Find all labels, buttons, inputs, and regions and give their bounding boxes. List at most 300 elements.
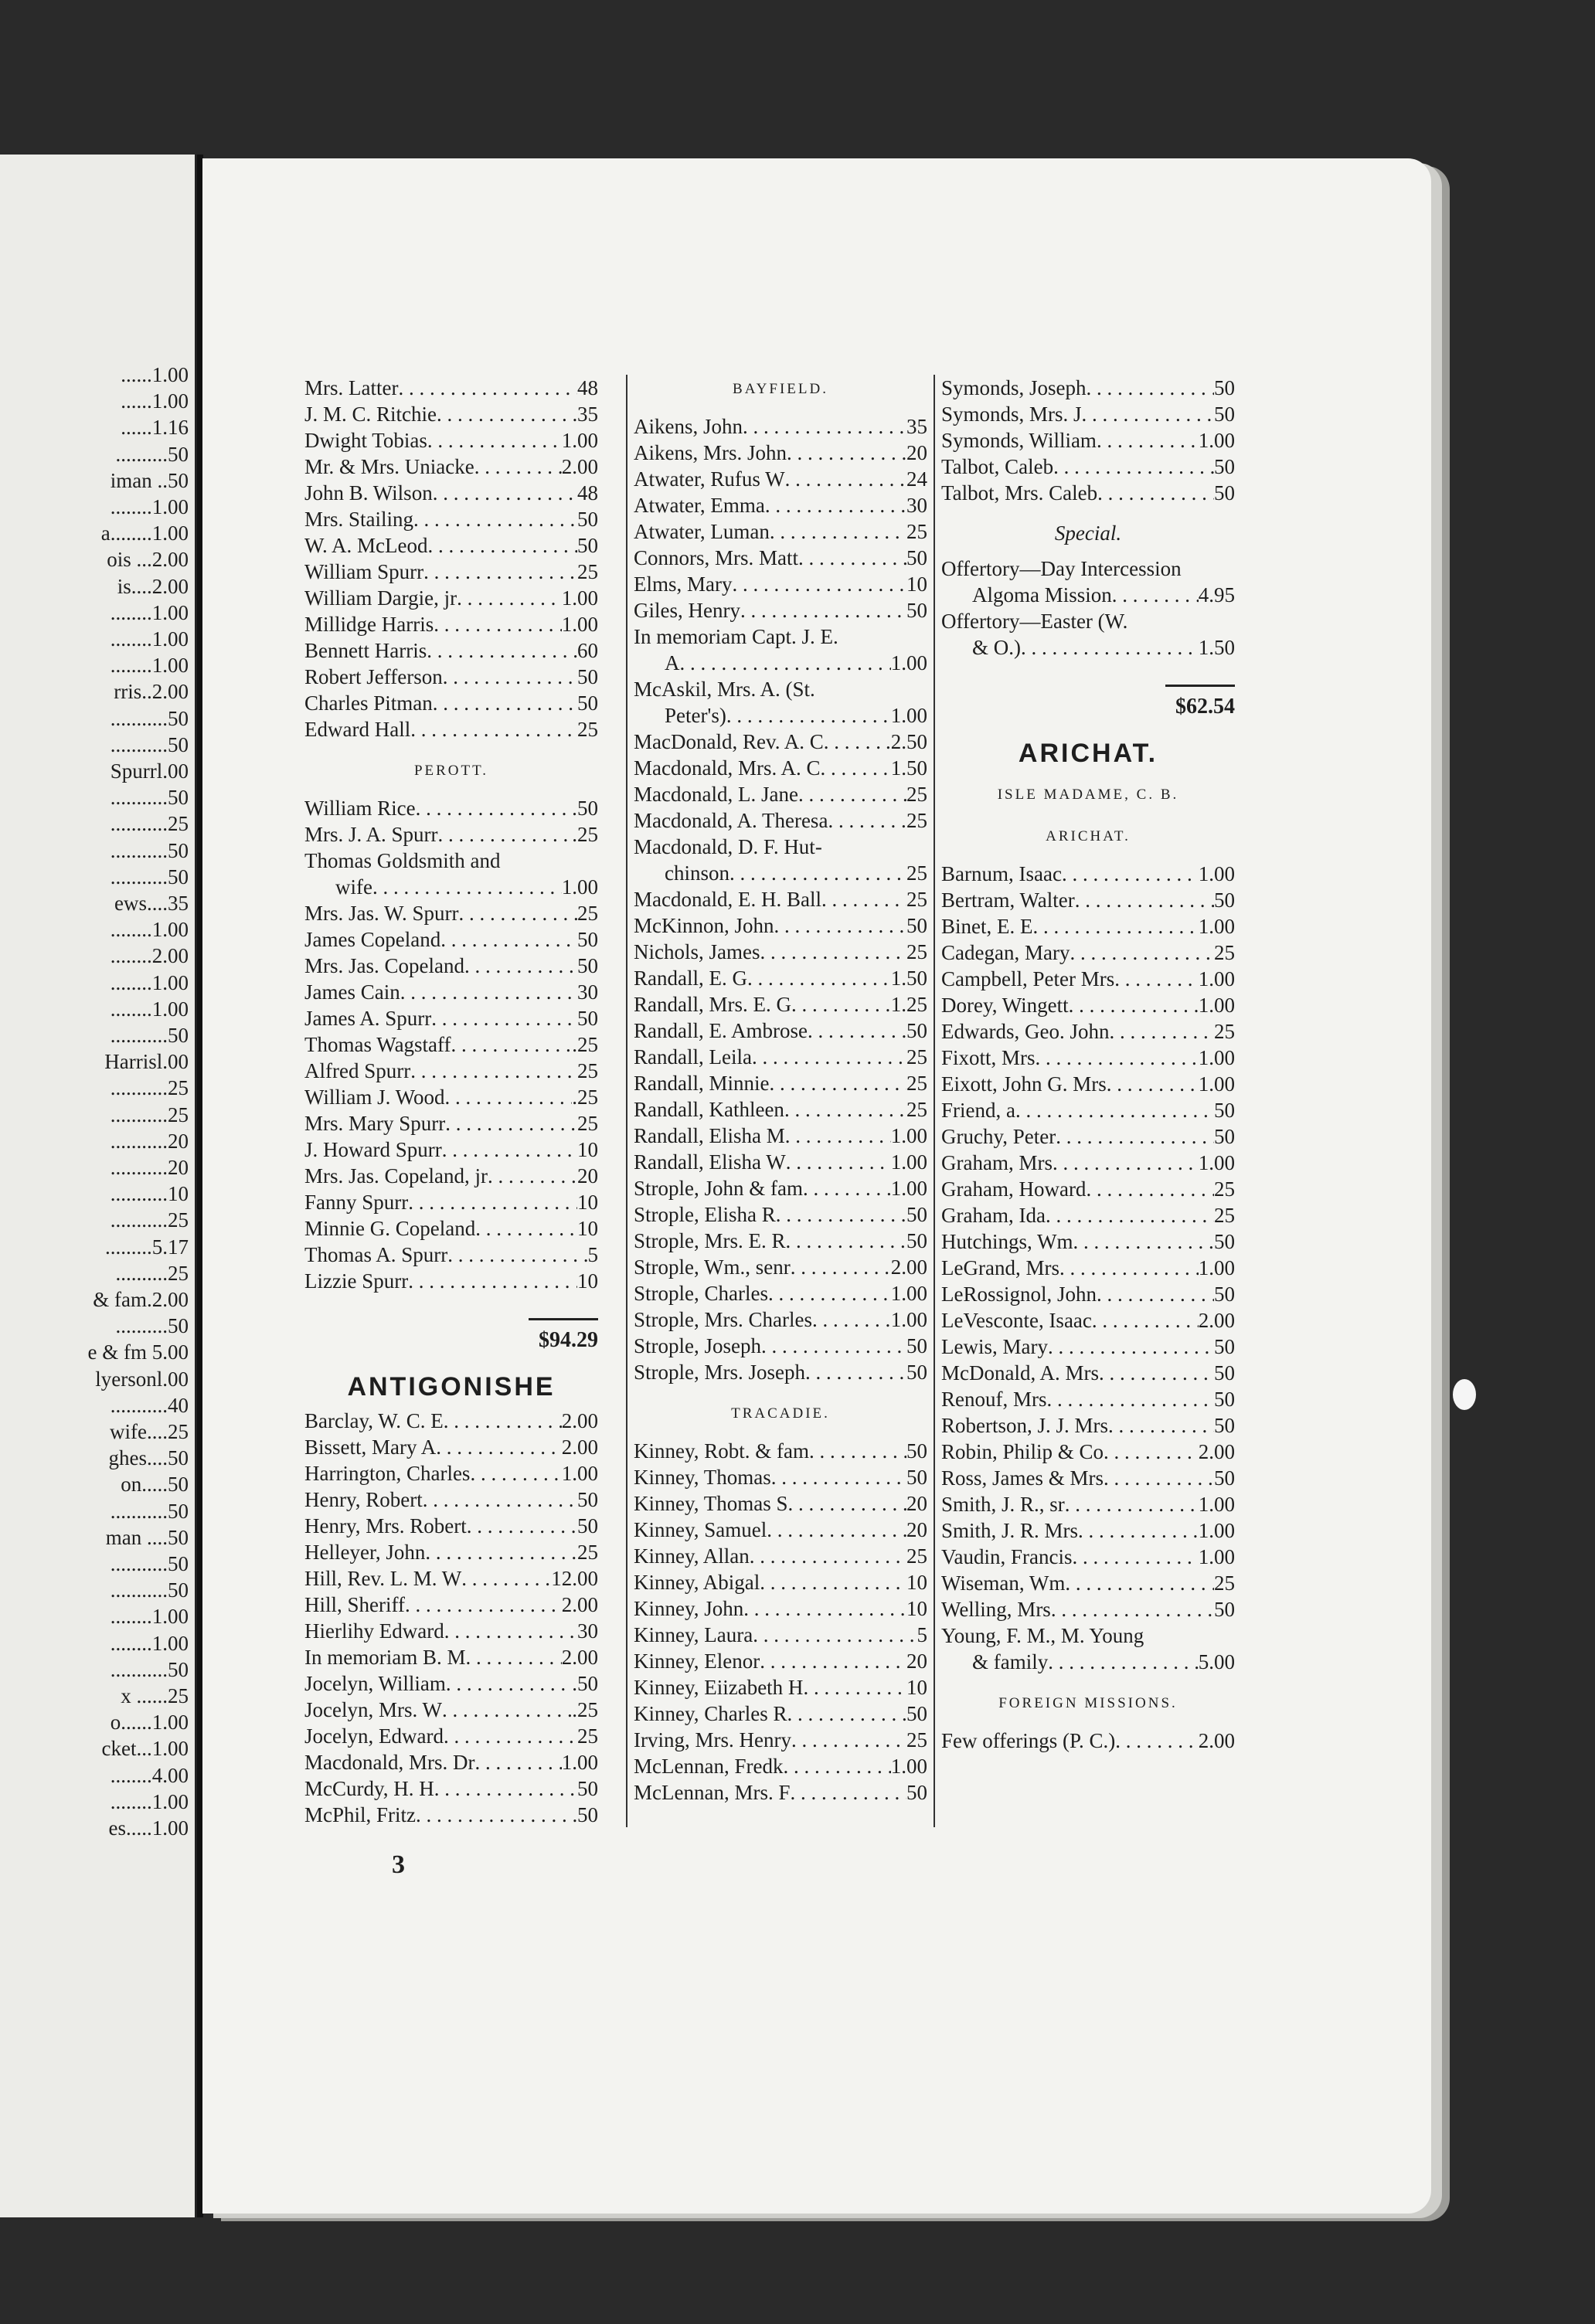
list-item	[634, 1753, 927, 1779]
section-heading-antigonishe: ANTIGONISHE	[347, 1372, 556, 1402]
section-subhead-foreign-missions: FOREIGN MISSIONS.	[998, 1695, 1178, 1711]
list-item	[304, 506, 598, 532]
leader-dots	[821, 886, 906, 912]
donor-name: McPhil, Fritz	[304, 1803, 417, 1826]
donor-name: William Dargie, jr	[304, 586, 457, 610]
section-subhead-isle-madame: ISLE MADAME, C. B.	[997, 787, 1179, 803]
donor-name: chinson	[665, 861, 729, 885]
donor-name: Mrs. Mary Spurr	[304, 1112, 446, 1135]
left-page-line: ...........50	[110, 732, 189, 756]
section-heading-arichat: ARICHAT.	[1018, 739, 1158, 768]
left-page-line: ........1.00	[110, 654, 189, 678]
donor-name: Kinney, John	[634, 1597, 744, 1620]
donor-name: Dorey, Wingett	[941, 994, 1069, 1017]
left-page-line: ........1.00	[110, 1605, 189, 1629]
donation-amount: 50	[906, 1019, 927, 1042]
donor-name: Friend, a	[941, 1099, 1015, 1122]
list-item	[304, 401, 598, 427]
donation-amount: 5	[917, 1623, 927, 1646]
leader-dots	[768, 1280, 891, 1306]
donor-name: Eixott, John G. Mrs	[941, 1072, 1107, 1096]
left-page-line: ...........10	[110, 1182, 189, 1206]
donor-name: Henry, Robert	[304, 1488, 423, 1511]
list-item	[304, 874, 598, 900]
leader-dots	[747, 965, 891, 991]
donation-amount: 50	[906, 546, 927, 569]
donation-amount: 1.00	[561, 586, 598, 610]
donor-name: Young, F. M., M. Young	[941, 1624, 1144, 1647]
leader-dots	[457, 585, 562, 611]
total-amount: $94.29	[539, 1328, 598, 1352]
leader-dots	[440, 926, 577, 953]
list-item	[634, 597, 927, 623]
donor-name: Edward Hall	[304, 718, 411, 741]
donation-amount: 25	[906, 520, 927, 543]
leader-dots	[1036, 1045, 1199, 1071]
donor-name: Nichols, James	[634, 940, 760, 963]
donation-amount: 50	[577, 1488, 598, 1511]
list-item	[634, 1149, 927, 1175]
list-item	[941, 1728, 1235, 1754]
donation-amount: 50	[577, 691, 598, 715]
list-item	[634, 1018, 927, 1044]
leader-dots	[413, 506, 577, 532]
leader-dots	[788, 1490, 907, 1517]
entry-list	[304, 795, 598, 1294]
donor-name: Kinney, Eiizabeth H	[634, 1676, 804, 1699]
donor-name: Atwater, Luman	[634, 520, 770, 543]
list-item	[634, 571, 927, 597]
leader-dots	[1075, 887, 1214, 913]
leader-dots	[1104, 1465, 1214, 1491]
left-page-fragment	[0, 155, 197, 2217]
donation-amount: 2.00	[561, 1646, 598, 1669]
list-item	[304, 1592, 598, 1618]
list-item	[304, 454, 598, 480]
donor-name: Bertram, Walter	[941, 888, 1075, 912]
donor-name: Harrington, Charles	[304, 1462, 471, 1485]
donation-amount: 1.00	[890, 1282, 927, 1305]
donor-name: Thomas Goldsmith and	[304, 849, 501, 872]
list-item	[941, 1491, 1235, 1517]
list-item	[634, 834, 927, 860]
donor-name: Aikens, John	[634, 415, 743, 438]
donor-name: Bissett, Mary A	[304, 1436, 437, 1459]
leader-dots	[760, 1648, 906, 1674]
list-item	[304, 1775, 598, 1802]
donation-amount: 10	[577, 1217, 598, 1240]
donor-name: Randall, Kathleen	[634, 1098, 784, 1121]
donation-amount: 20	[906, 1650, 927, 1673]
list-item	[941, 1622, 1235, 1649]
leader-dots	[408, 1189, 577, 1215]
donation-amount: 20	[906, 441, 927, 464]
leader-dots	[410, 1058, 577, 1084]
left-page-line: ........1.00	[110, 1789, 189, 1813]
leader-dots	[1072, 1544, 1198, 1570]
leader-dots	[1070, 939, 1214, 966]
donor-name: James A. Spurr	[304, 1007, 432, 1030]
donation-amount: 50	[906, 1439, 927, 1463]
donor-name: MacDonald, Rev. A. C	[634, 730, 824, 753]
donor-name: Hill, Rev. L. M. W	[304, 1567, 462, 1590]
list-item	[304, 1005, 598, 1031]
donation-amount: 1.00	[1198, 862, 1235, 885]
donor-name: Strople, Wm., senr	[634, 1255, 791, 1279]
leader-dots	[791, 1254, 891, 1280]
donor-name: William Rice	[304, 797, 416, 820]
list-item	[304, 559, 598, 585]
left-page-line: ......1.16	[121, 416, 189, 440]
list-item	[634, 807, 927, 834]
leader-dots	[1062, 861, 1199, 887]
list-item	[304, 1084, 598, 1110]
list-item	[304, 1539, 598, 1565]
donation-amount: 1.00	[890, 1124, 927, 1147]
donation-amount: .25	[572, 1033, 598, 1056]
list-item	[941, 1150, 1235, 1176]
leader-dots	[398, 375, 577, 401]
list-item	[634, 1228, 927, 1254]
list-item	[634, 1333, 927, 1359]
donor-name: Hill, Sheriff	[304, 1593, 405, 1616]
left-page-line: ........4.00	[110, 1763, 189, 1787]
leader-dots	[771, 1464, 906, 1490]
donation-amount: 50	[1214, 1414, 1235, 1437]
left-page-line: ........1.00	[110, 918, 189, 942]
list-item	[634, 1648, 927, 1674]
list-item	[941, 582, 1235, 608]
donor-name: Bennett Harris	[304, 639, 427, 662]
donor-name: McLennan, Mrs. F	[634, 1781, 791, 1804]
donor-name: Algoma Mission	[972, 583, 1112, 606]
leader-dots	[461, 1565, 551, 1592]
donation-amount: 30	[577, 980, 598, 1004]
leader-dots	[442, 1137, 577, 1163]
left-page-line: ........1.00	[110, 1631, 189, 1655]
left-page-line: ........1.00	[110, 970, 189, 994]
list-item	[304, 1749, 598, 1775]
leader-dots	[1032, 913, 1198, 939]
left-page-line: wife....25	[110, 1420, 189, 1443]
list-item	[304, 585, 598, 611]
donor-name: Macdonald, Mrs. Dr	[304, 1751, 475, 1774]
list-item	[941, 966, 1235, 992]
leader-dots	[790, 1779, 906, 1806]
list-item	[634, 1464, 927, 1490]
donation-amount: 50	[577, 534, 598, 557]
list-item	[304, 427, 598, 454]
donation-amount: 4.95	[1198, 583, 1235, 606]
leader-dots	[820, 755, 890, 781]
donor-name: Strople, Mrs. E. R	[634, 1229, 786, 1252]
donor-name: Graham, Howard	[941, 1177, 1087, 1201]
leader-dots	[1097, 480, 1214, 506]
leader-dots	[416, 795, 577, 821]
list-item	[941, 634, 1235, 661]
leader-dots	[680, 650, 891, 676]
donation-amount: 50	[577, 954, 598, 977]
donor-name: McAskil, Mrs. A. (St.	[634, 678, 815, 701]
donation-amount: 10	[577, 1138, 598, 1161]
list-item	[941, 556, 1235, 582]
donor-name: McDonald, A. Mrs	[941, 1361, 1099, 1385]
donor-name: & family	[972, 1650, 1049, 1673]
donation-amount: 1.00	[561, 613, 598, 636]
leader-dots	[805, 1359, 906, 1385]
donation-amount: 1.00	[1198, 915, 1235, 938]
donor-name: James Copeland	[304, 928, 441, 951]
donor-name: Helleyer, John	[304, 1541, 426, 1564]
donation-amount: 1.00	[1198, 994, 1235, 1017]
list-item	[941, 1123, 1235, 1150]
left-page-line: is....2.00	[117, 574, 189, 598]
list-item	[941, 1071, 1235, 1097]
donor-name: Charles Pitman	[304, 691, 433, 715]
donor-name: Cadegan, Mary	[941, 941, 1070, 964]
leader-dots	[408, 1268, 577, 1294]
donation-amount: 25	[906, 861, 927, 885]
donation-amount: .25	[572, 1086, 598, 1109]
leader-dots	[400, 979, 577, 1005]
donation-amount: 25	[906, 1728, 927, 1751]
donation-amount: 50	[1214, 455, 1235, 478]
donation-amount: 50	[1214, 1335, 1235, 1358]
list-item	[941, 913, 1235, 939]
donation-amount: .2.50	[886, 730, 927, 753]
leader-dots	[783, 1753, 890, 1779]
list-item	[304, 690, 598, 716]
list-item	[304, 1513, 598, 1539]
donation-amount: .25	[572, 823, 598, 846]
donation-amount: 1.00	[561, 429, 598, 452]
leader-dots	[470, 1460, 561, 1486]
donation-amount: 50	[577, 1777, 598, 1800]
leader-dots	[1108, 1412, 1214, 1439]
left-page-line: ...........50	[110, 1657, 189, 1681]
leader-dots	[786, 1149, 891, 1175]
list-item	[304, 1215, 598, 1242]
donor-name: Thomas A. Spurr	[304, 1243, 448, 1266]
donation-amount: 35	[577, 403, 598, 426]
left-page-line: ......1.00	[121, 389, 189, 413]
donor-name: Connors, Mrs. Matt	[634, 546, 799, 569]
list-item	[634, 1254, 927, 1280]
list-item	[634, 545, 927, 571]
donor-name: Aikens, Mrs. John	[634, 441, 787, 464]
donor-name: Gruchy, Peter	[941, 1125, 1056, 1148]
left-page-line: es.....1.00	[108, 1816, 189, 1840]
leader-dots	[447, 1242, 587, 1268]
leader-dots	[444, 1408, 562, 1434]
donor-name: Randall, Elisha W	[634, 1150, 786, 1174]
total-rule	[1165, 685, 1235, 687]
donor-name: Strople, Joseph	[634, 1334, 761, 1357]
donation-amount: 2.00	[1198, 1309, 1235, 1332]
leader-dots	[803, 1175, 891, 1201]
donation-amount: 50	[577, 1803, 598, 1826]
donor-name: Randall, Mrs. E. G	[634, 993, 791, 1016]
section-subhead-arichat: ARICHAT.	[1046, 828, 1131, 844]
leader-dots	[446, 1670, 572, 1697]
donor-name: Offertory—Easter (W.	[941, 610, 1128, 633]
left-page-line: ...........50	[110, 865, 189, 888]
leader-dots	[1099, 1360, 1214, 1386]
total-block	[941, 667, 1235, 720]
donor-name: Barnum, Isaac	[941, 862, 1062, 885]
left-page-line: ...........50	[110, 1024, 189, 1047]
leader-dots	[769, 1070, 906, 1096]
leader-dots	[433, 690, 577, 716]
donation-amount: 50	[906, 1702, 927, 1725]
list-item	[634, 1727, 927, 1753]
leader-dots	[812, 1306, 891, 1333]
left-page-line: ois ...2.00	[107, 548, 189, 572]
left-page-line: ews....35	[114, 892, 189, 915]
leader-dots	[437, 401, 577, 427]
list-item	[634, 702, 927, 729]
left-page-line: ...........50	[110, 706, 189, 730]
leader-dots	[438, 821, 573, 848]
donor-name: Kinney, Elenor	[634, 1650, 760, 1673]
leader-dots	[1092, 1307, 1199, 1334]
leader-dots	[427, 637, 577, 664]
donation-amount: 50	[1214, 1466, 1235, 1490]
list-item	[304, 1268, 598, 1294]
donor-name: Kinney, Thomas S	[634, 1492, 788, 1515]
leader-dots	[451, 1031, 573, 1058]
left-page-line: ...........25	[110, 1103, 189, 1126]
donor-name: William J. Wood	[304, 1086, 445, 1109]
donation-amount: 1.00	[561, 1751, 598, 1774]
list-item	[634, 1175, 927, 1201]
list-item	[941, 1334, 1235, 1360]
donation-amount: 10	[577, 1269, 598, 1293]
leader-dots	[444, 1618, 577, 1644]
list-item	[304, 1189, 598, 1215]
donor-name: Graham, Mrs	[941, 1151, 1053, 1174]
donation-amount: 1.00	[1198, 1493, 1235, 1516]
donation-amount: 24	[906, 467, 927, 491]
donor-name: Atwater, Emma	[634, 494, 765, 517]
left-page-line: ...........50	[110, 838, 189, 862]
donation-amount: 50	[1214, 1388, 1235, 1411]
list-item	[304, 1644, 598, 1670]
donor-name: James Cain	[304, 980, 400, 1004]
donor-name: Welling, Mrs	[941, 1598, 1051, 1621]
list-item	[304, 1565, 598, 1592]
leader-dots	[467, 1513, 577, 1539]
donor-name: Lewis, Mary	[941, 1335, 1048, 1358]
left-page-line: cket...1.00	[101, 1737, 189, 1761]
list-item	[941, 1018, 1235, 1045]
list-item	[941, 1097, 1235, 1123]
donation-amount: 2.00	[561, 455, 598, 478]
list-item	[941, 427, 1235, 454]
leader-dots	[726, 702, 891, 729]
leader-dots	[743, 413, 906, 440]
leader-dots	[1065, 1570, 1214, 1596]
list-item	[304, 795, 598, 821]
list-item	[304, 926, 598, 953]
list-item	[304, 1618, 598, 1644]
list-item	[304, 716, 598, 742]
leader-dots	[1048, 1334, 1214, 1360]
leader-dots	[740, 597, 906, 623]
list-item	[941, 1439, 1235, 1465]
donation-amount: 50	[1214, 1125, 1235, 1148]
donor-name: Binet, E. E	[941, 915, 1033, 938]
donation-amount: 50	[1214, 1230, 1235, 1253]
list-item	[304, 1723, 598, 1749]
total-rule	[529, 1318, 598, 1320]
donor-name: Giles, Henry	[634, 599, 740, 622]
leader-dots	[464, 953, 577, 979]
left-page-line: ...........50	[110, 1578, 189, 1602]
left-page-line: Harrisl.00	[104, 1050, 189, 1074]
donor-name: LeGrand, Mrs	[941, 1256, 1059, 1279]
donor-name: Offertory—Day Intercession	[941, 557, 1182, 580]
leader-dots	[1087, 375, 1214, 401]
donation-amount: 10	[906, 1676, 927, 1699]
list-item	[941, 608, 1235, 634]
leader-dots	[784, 1096, 906, 1123]
leader-dots	[774, 912, 907, 939]
list-item	[941, 861, 1235, 887]
donation-amount: 1.00	[890, 651, 927, 674]
left-page-line: ...........40	[110, 1393, 189, 1417]
list-item	[634, 1070, 927, 1096]
leader-dots	[410, 716, 577, 742]
list-item	[941, 992, 1235, 1018]
donation-amount: 5	[587, 1243, 598, 1266]
donor-name: Minnie G. Copeland	[304, 1217, 476, 1240]
donor-name: In memoriam B. M	[304, 1646, 466, 1669]
list-item	[634, 440, 927, 466]
list-item	[941, 1255, 1235, 1281]
donor-name: Ross, James & Mrs	[941, 1466, 1104, 1490]
donation-amount: 1.00	[890, 1150, 927, 1174]
donor-name: John B. Wilson	[304, 481, 433, 505]
donation-amount: 1.00	[1198, 1545, 1235, 1568]
list-item	[304, 532, 598, 559]
donor-name: Mrs. Jas. Copeland	[304, 954, 464, 977]
donation-amount: 50	[577, 928, 598, 951]
donor-name: Jocelyn, Edward	[304, 1724, 444, 1748]
donation-amount: 1.00	[890, 704, 927, 727]
leader-dots	[1078, 1517, 1199, 1544]
donor-name: J. M. C. Ritchie	[304, 403, 437, 426]
list-item	[941, 1517, 1235, 1544]
leader-dots	[427, 427, 562, 454]
left-page-line: ..........25	[115, 1261, 189, 1285]
list-item	[304, 821, 598, 848]
paper-speck	[1453, 1379, 1476, 1410]
donation-amount: 50	[906, 1361, 927, 1384]
donor-name: Kinney, Abigal	[634, 1571, 760, 1594]
donor-name: Jocelyn, Mrs. W	[304, 1698, 442, 1721]
donation-amount: 25	[906, 1072, 927, 1095]
donor-name: Wiseman, Wm	[941, 1571, 1066, 1595]
donor-name: Mr. & Mrs. Uniacke	[304, 455, 474, 478]
donation-amount: 1.50	[890, 967, 927, 990]
list-item	[634, 413, 927, 440]
leader-dots	[760, 1569, 906, 1595]
donation-amount: 1.00	[890, 1177, 927, 1200]
donor-name: Symonds, Mrs. J	[941, 403, 1082, 426]
donor-name: Kinney, Thomas	[634, 1466, 771, 1489]
donor-name: Strople, Charles	[634, 1282, 768, 1305]
